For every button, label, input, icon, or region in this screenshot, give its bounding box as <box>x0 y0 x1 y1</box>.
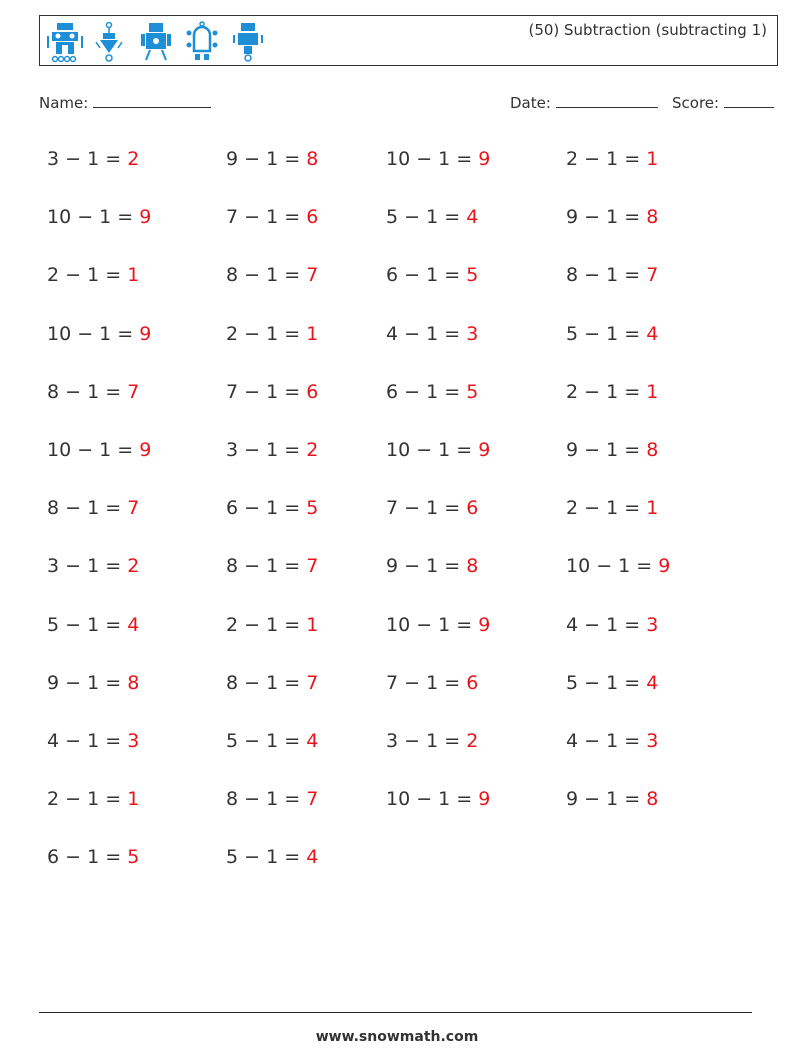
problem-item <box>226 497 318 519</box>
date-label: Date: <box>510 94 551 112</box>
problem-item <box>566 555 670 577</box>
robot-icon-2 <box>94 21 124 63</box>
problem-question: 10 − 1 = <box>47 206 140 228</box>
problem-question: 5 − 1 = <box>47 614 128 636</box>
problem-answer: 3 <box>646 730 659 752</box>
worksheet-header <box>39 15 778 66</box>
problem-answer: 1 <box>646 497 659 519</box>
problem-item <box>386 439 490 461</box>
problem-item <box>47 497 139 519</box>
problem-answer: 6 <box>306 381 319 403</box>
problem-question: 2 − 1 = <box>47 788 128 810</box>
problem-item <box>386 555 478 577</box>
problem-answer: 7 <box>306 672 319 694</box>
problem-question: 5 − 1 = <box>226 846 307 868</box>
problem-answer: 9 <box>658 555 671 577</box>
problem-answer: 8 <box>306 148 319 170</box>
problem-item <box>47 148 139 170</box>
problem-answer: 7 <box>306 788 319 810</box>
problem-question: 7 − 1 = <box>226 206 307 228</box>
problem-answer: 9 <box>139 206 152 228</box>
problem-item <box>386 323 478 345</box>
problem-question: 9 − 1 = <box>566 206 647 228</box>
problem-answer: 2 <box>306 439 319 461</box>
problem-item <box>566 264 658 286</box>
problem-question: 2 − 1 = <box>226 323 307 345</box>
problem-answer: 4 <box>646 323 659 345</box>
problem-answer: 6 <box>466 672 479 694</box>
score-label: Score: <box>672 94 720 112</box>
problem-question: 4 − 1 = <box>566 730 647 752</box>
problem-answer: 4 <box>127 614 140 636</box>
problem-item <box>47 439 151 461</box>
problem-answer: 9 <box>478 788 491 810</box>
worksheet-title: (50) Subtraction (subtracting 1) <box>528 21 767 39</box>
problem-item <box>566 730 658 752</box>
footer-website: www.snowmath.com <box>315 1029 479 1045</box>
problem-item <box>47 381 139 403</box>
problem-answer: 1 <box>306 614 319 636</box>
problem-answer: 4 <box>306 846 319 868</box>
problem-item <box>47 206 151 228</box>
problem-answer: 3 <box>127 730 140 752</box>
robot-icon-4 <box>186 21 218 63</box>
problem-question: 3 − 1 = <box>386 730 467 752</box>
problem-answer: 8 <box>646 206 659 228</box>
problem-answer: 9 <box>478 439 491 461</box>
problem-answer: 7 <box>127 497 140 519</box>
problem-item <box>566 614 658 636</box>
problem-question: 3 − 1 = <box>226 439 307 461</box>
problem-question: 6 − 1 = <box>47 846 128 868</box>
problem-item <box>226 614 318 636</box>
problem-question: 4 − 1 = <box>386 323 467 345</box>
problem-answer: 9 <box>478 614 491 636</box>
problem-answer: 4 <box>646 672 659 694</box>
problem-question: 10 − 1 = <box>386 614 479 636</box>
problem-item <box>226 323 318 345</box>
problem-question: 5 − 1 = <box>226 730 307 752</box>
problem-item <box>226 264 318 286</box>
problem-question: 9 − 1 = <box>566 788 647 810</box>
problem-question: 2 − 1 = <box>47 264 128 286</box>
problem-question: 10 − 1 = <box>47 439 140 461</box>
problem-item <box>566 672 658 694</box>
problem-question: 8 − 1 = <box>226 672 307 694</box>
problem-item <box>386 381 478 403</box>
problem-answer: 6 <box>306 206 319 228</box>
problem-question: 7 − 1 = <box>226 381 307 403</box>
problem-question: 2 − 1 = <box>226 614 307 636</box>
problem-answer: 9 <box>139 439 152 461</box>
problem-item <box>566 788 658 810</box>
problem-question: 4 − 1 = <box>47 730 128 752</box>
problem-item <box>566 381 658 403</box>
problem-answer: 2 <box>127 555 140 577</box>
problem-item <box>47 672 139 694</box>
problem-item <box>566 206 658 228</box>
problem-item <box>226 672 318 694</box>
problem-question: 2 − 1 = <box>566 381 647 403</box>
problem-question: 4 − 1 = <box>566 614 647 636</box>
problem-item <box>386 264 478 286</box>
problem-answer: 8 <box>466 555 479 577</box>
problem-answer: 9 <box>139 323 152 345</box>
problem-answer: 5 <box>466 264 479 286</box>
problem-question: 8 − 1 = <box>566 264 647 286</box>
footer-divider <box>39 1012 752 1013</box>
problem-question: 2 − 1 = <box>566 497 647 519</box>
problem-answer: 4 <box>306 730 319 752</box>
problem-item <box>47 555 139 577</box>
problem-item <box>386 148 490 170</box>
problem-question: 9 − 1 = <box>566 439 647 461</box>
problem-question: 6 − 1 = <box>386 264 467 286</box>
problem-question: 8 − 1 = <box>47 497 128 519</box>
problem-answer: 6 <box>466 497 479 519</box>
problem-item <box>566 497 658 519</box>
problem-answer: 1 <box>127 264 140 286</box>
problem-item <box>47 264 139 286</box>
problem-answer: 1 <box>646 381 659 403</box>
problem-item <box>47 323 151 345</box>
problem-answer: 5 <box>466 381 479 403</box>
problem-answer: 3 <box>646 614 659 636</box>
problem-question: 8 − 1 = <box>226 555 307 577</box>
problem-question: 9 − 1 = <box>47 672 128 694</box>
problem-item <box>226 439 318 461</box>
problem-question: 10 − 1 = <box>386 148 479 170</box>
problem-item <box>566 439 658 461</box>
problem-item <box>226 381 318 403</box>
problem-question: 8 − 1 = <box>226 788 307 810</box>
problem-item <box>386 206 478 228</box>
problem-answer: 8 <box>646 439 659 461</box>
problem-answer: 5 <box>127 846 140 868</box>
problem-question: 8 − 1 = <box>226 264 307 286</box>
robot-icon-5 <box>232 21 264 63</box>
problem-answer: 7 <box>306 264 319 286</box>
problem-item <box>226 730 318 752</box>
problem-item <box>386 672 478 694</box>
problem-item <box>386 497 478 519</box>
problem-question: 3 − 1 = <box>47 148 128 170</box>
problem-answer: 5 <box>306 497 319 519</box>
name-label: Name: <box>39 94 89 112</box>
problem-answer: 8 <box>646 788 659 810</box>
problem-question: 9 − 1 = <box>386 555 467 577</box>
score-blank[interactable] <box>724 93 774 108</box>
robot-icon-1 <box>46 21 84 63</box>
problem-question: 6 − 1 = <box>386 381 467 403</box>
problem-answer: 2 <box>127 148 140 170</box>
problem-question: 10 − 1 = <box>386 788 479 810</box>
problem-question: 7 − 1 = <box>386 672 467 694</box>
problem-item <box>386 730 478 752</box>
date-blank[interactable] <box>556 93 658 108</box>
problem-item <box>47 614 139 636</box>
problem-question: 3 − 1 = <box>47 555 128 577</box>
problem-item <box>386 788 490 810</box>
problem-answer: 7 <box>646 264 659 286</box>
name-field <box>39 93 211 112</box>
problem-item <box>566 323 658 345</box>
problem-answer: 1 <box>127 788 140 810</box>
problem-question: 8 − 1 = <box>47 381 128 403</box>
problem-item <box>226 846 318 868</box>
problem-answer: 8 <box>127 672 140 694</box>
date-score-fields <box>510 93 774 112</box>
problem-question: 5 − 1 = <box>566 672 647 694</box>
problem-question: 5 − 1 = <box>386 206 467 228</box>
problem-item <box>226 206 318 228</box>
problem-answer: 1 <box>306 323 319 345</box>
problem-item <box>47 730 139 752</box>
problem-item <box>566 148 658 170</box>
problem-question: 10 − 1 = <box>566 555 659 577</box>
problem-answer: 2 <box>466 730 479 752</box>
name-blank[interactable] <box>93 93 211 108</box>
problem-item <box>47 788 139 810</box>
problem-answer: 9 <box>478 148 491 170</box>
problem-question: 10 − 1 = <box>386 439 479 461</box>
robot-icon-3 <box>140 21 172 63</box>
problem-question: 5 − 1 = <box>566 323 647 345</box>
problem-item <box>47 846 139 868</box>
problem-item <box>386 614 490 636</box>
problem-question: 10 − 1 = <box>47 323 140 345</box>
problem-question: 6 − 1 = <box>226 497 307 519</box>
problem-answer: 7 <box>127 381 140 403</box>
problem-answer: 7 <box>306 555 319 577</box>
problem-answer: 1 <box>646 148 659 170</box>
problem-item <box>226 788 318 810</box>
problem-item <box>226 555 318 577</box>
problem-answer: 4 <box>466 206 479 228</box>
problem-question: 2 − 1 = <box>566 148 647 170</box>
problem-answer: 3 <box>466 323 479 345</box>
problem-item <box>226 148 318 170</box>
problem-question: 9 − 1 = <box>226 148 307 170</box>
problem-question: 7 − 1 = <box>386 497 467 519</box>
